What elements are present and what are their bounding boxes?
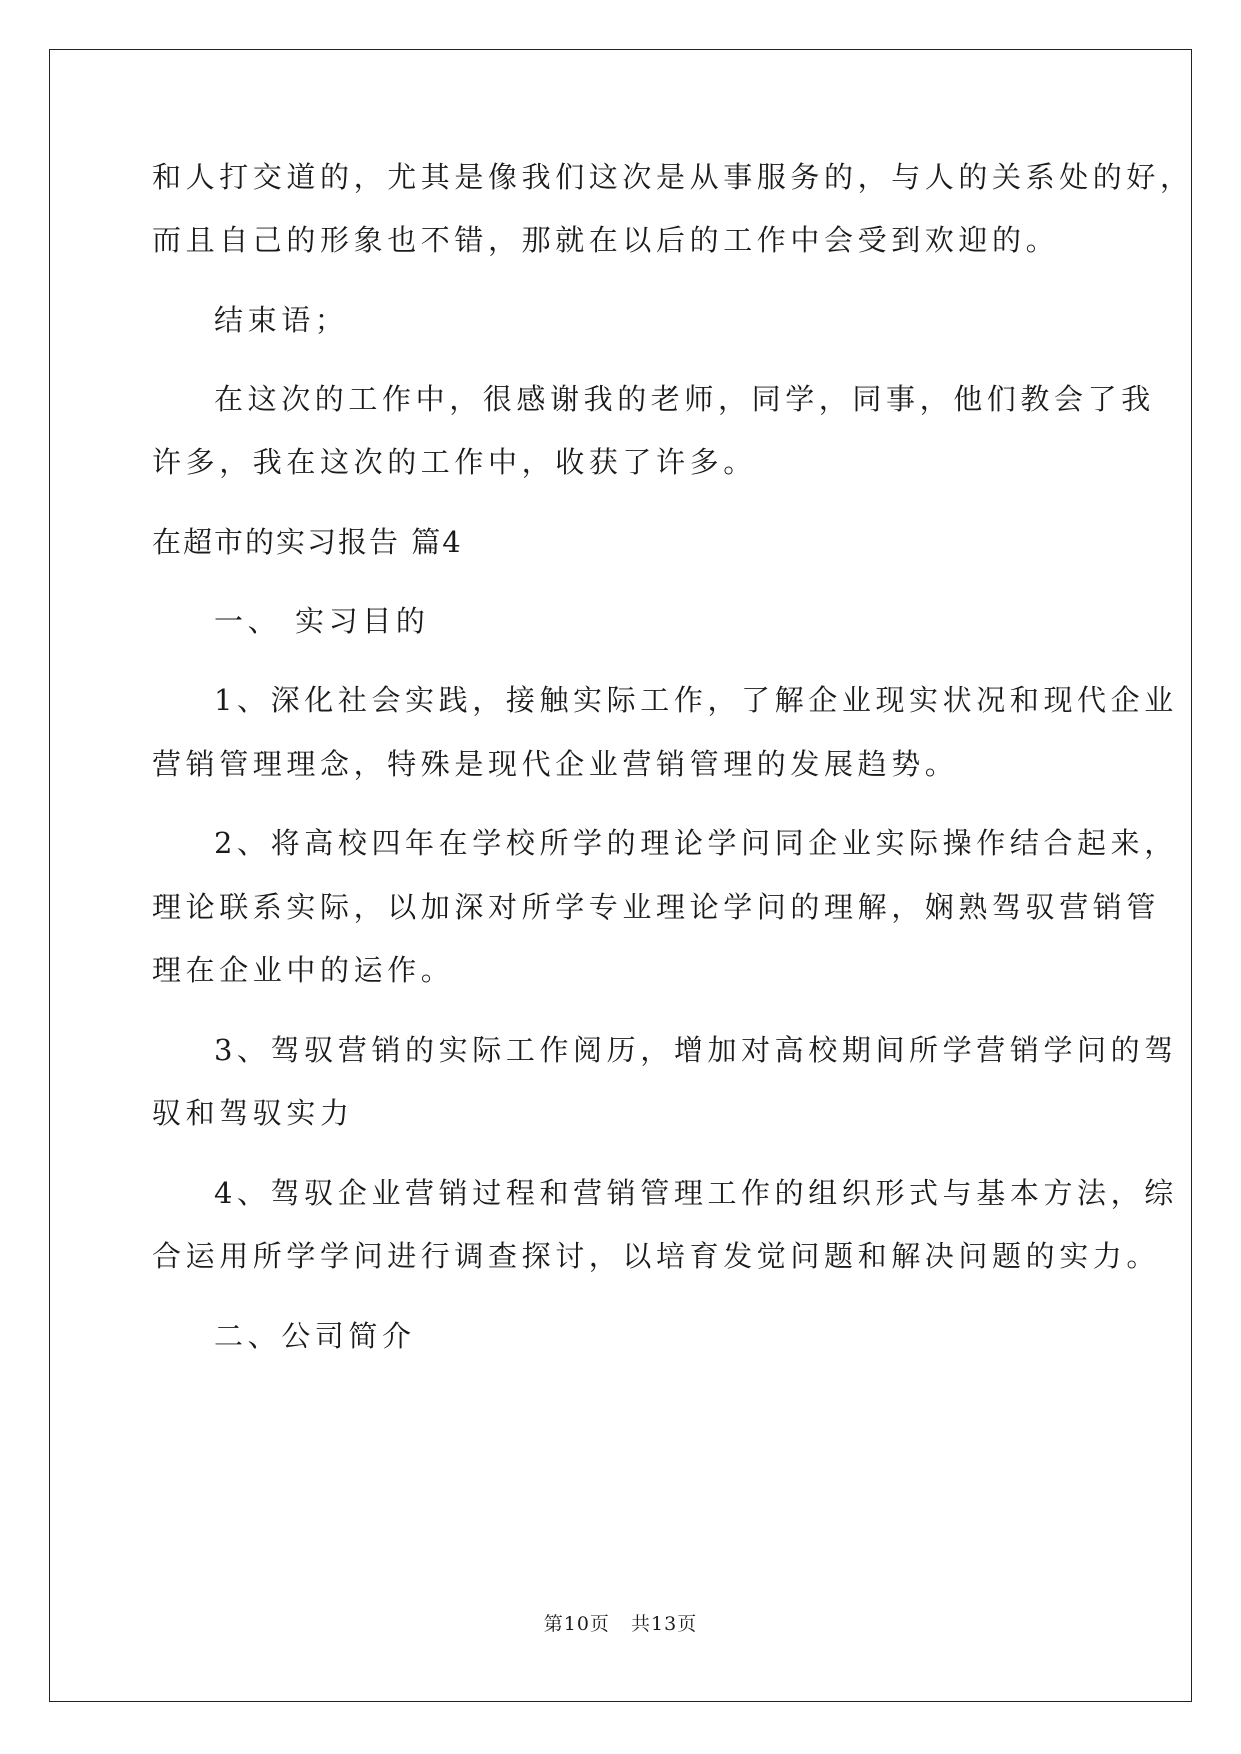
paragraph-line: 驭和驾驭实力 [152, 1096, 354, 1130]
paragraph-line: 理在企业中的运作。 [152, 953, 455, 987]
paragraph-line: 和人打交道的，尤其是像我们这次是从事服务的，与人的关系处的好， [152, 160, 1194, 194]
paragraph-line: 理论联系实际，以加深对所学专业理论学问的理解，娴熟驾驭营销管 [152, 890, 1161, 924]
paragraph-line: 4、驾驭企业营销过程和营销管理工作的组织形式与基本方法，综 [214, 1176, 1178, 1210]
closing-heading: 结束语； [214, 303, 349, 337]
section-heading: 一、 实习目的 [214, 604, 430, 638]
paragraph-line: 在这次的工作中，很感谢我的老师，同学，同事，他们教会了我 [214, 382, 1155, 416]
section-title: 在超市的实习报告 篇4 [152, 525, 463, 559]
paragraph-line: 而且自己的形象也不错，那就在以后的工作中会受到欢迎的。 [152, 223, 1060, 257]
page-number-footer: 第10页 共13页 [543, 1613, 698, 1635]
paragraph-line: 合运用所学学问进行调查探讨，以培育发觉问题和解决问题的实力。 [152, 1239, 1161, 1273]
paragraph-line: 1、深化社会实践，接触实际工作，了解企业现实状况和现代企业 [214, 683, 1178, 717]
paragraph-line: 营销管理理念，特殊是现代企业营销管理的发展趋势。 [152, 747, 959, 781]
page-border [49, 49, 1192, 1702]
section-heading: 二、公司简介 [214, 1319, 416, 1353]
paragraph-line: 3、驾驭营销的实际工作阅历，增加对高校期间所学营销学问的驾 [214, 1033, 1178, 1067]
paragraph-line: 2、将高校四年在学校所学的理论学问同企业实际操作结合起来， [214, 826, 1178, 860]
paragraph-line: 许多，我在这次的工作中，收获了许多。 [152, 445, 757, 479]
